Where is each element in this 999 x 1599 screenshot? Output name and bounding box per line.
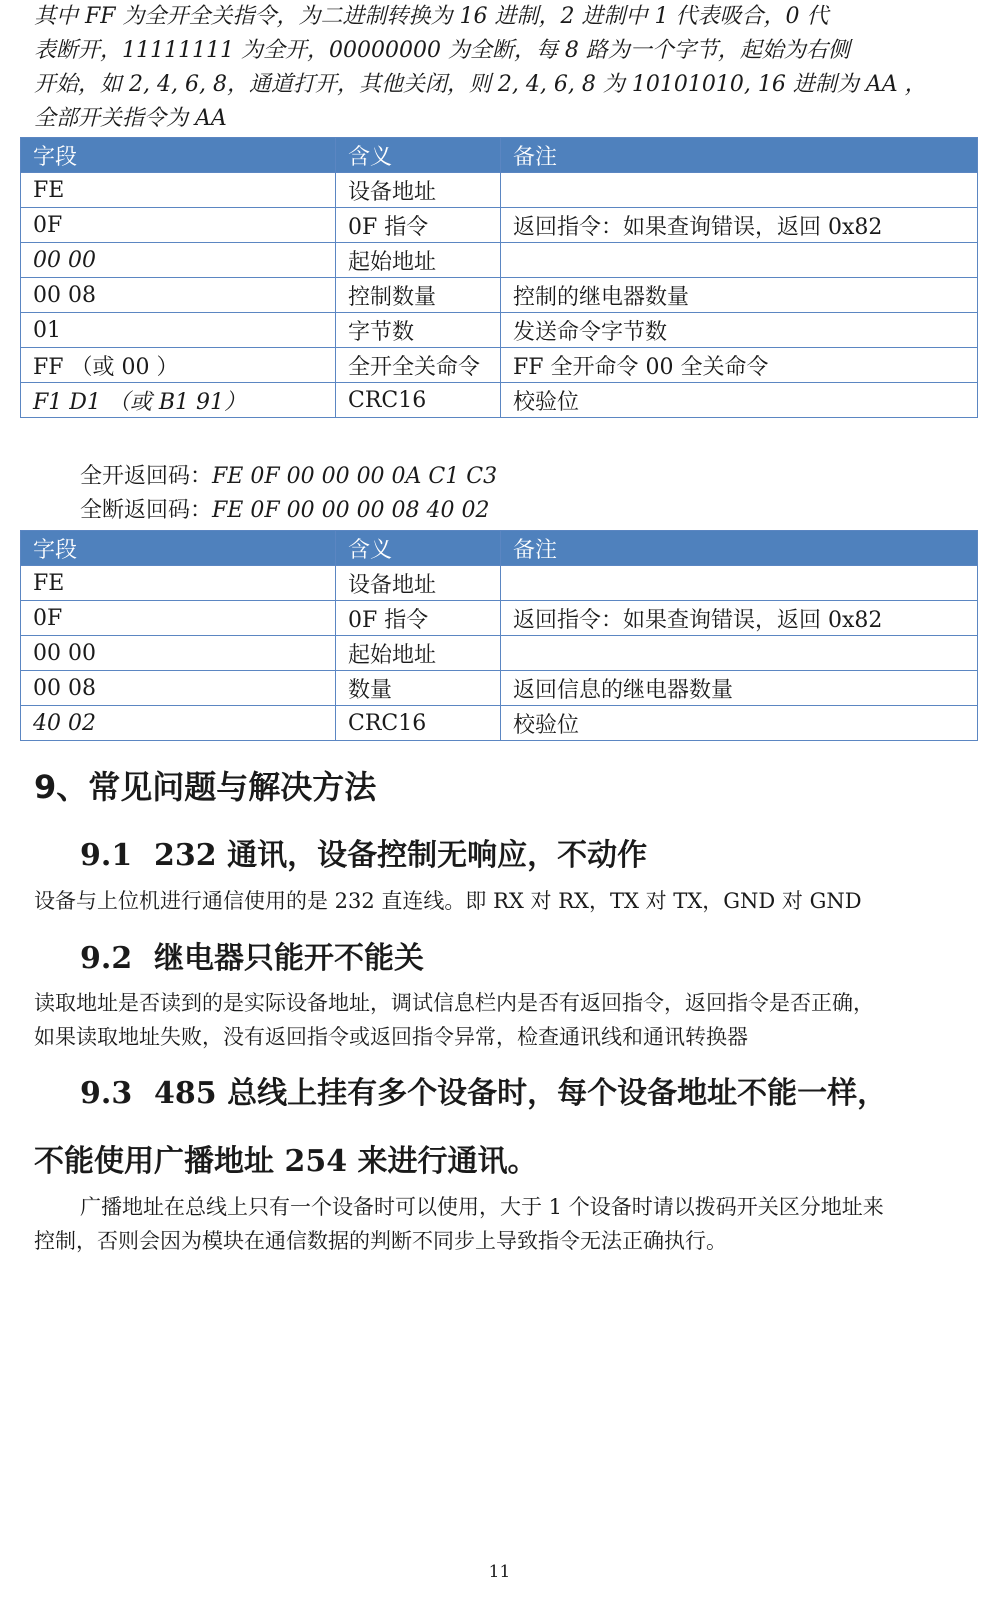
header-meaning: 含义: [336, 531, 501, 566]
cell-note: 返回指令：如果查询错误，返回 0x82: [501, 601, 978, 636]
cell-field: 00 00: [21, 636, 336, 671]
section-title: 232 通讯，设备控制无响应，不动作: [154, 838, 648, 873]
cell-meaning: CRC16: [336, 706, 501, 741]
table-row: [21, 208, 978, 243]
all-off-label: 全断返回码：: [80, 498, 213, 523]
cell-field: 00 00: [21, 243, 336, 278]
section-9-1-body: 设备与上位机进行通信使用的是 232 直连线。即 RX 对 RX，TX 对 TX，GND 对 GND: [34, 889, 862, 913]
cell-field: 40 02: [21, 706, 336, 741]
all-on-value: FE 0F 00 00 00 0A C1 C3: [212, 464, 498, 489]
section-title: 485 总线上挂有多个设备时，每个设备地址不能一样，: [154, 1076, 888, 1111]
intro-line: 表断开，11111111 为全开，00000000 为全断，每 8 路为一个字节，起始为右侧: [34, 38, 850, 63]
section-9-heading: 9、常见问题与解决方法: [34, 768, 377, 806]
table-row: [21, 706, 978, 741]
section-number: 9.2: [80, 941, 133, 976]
table-row: [21, 278, 978, 313]
cell-note: [501, 636, 978, 671]
body-line: 读取地址是否读到的是实际设备地址，调试信息栏内是否有返回指令，返回指令是否正确，: [34, 991, 874, 1015]
cell-meaning: CRC16: [336, 383, 501, 418]
header-field: 字段: [21, 531, 336, 566]
cell-field: FE: [21, 566, 336, 601]
section-number: 9.1: [80, 838, 133, 873]
cell-field: F1 D1 （或 B1 91）: [21, 383, 336, 418]
table-row: [21, 243, 978, 278]
all-off-value: FE 0F 00 00 00 08 40 02: [212, 498, 490, 523]
intro-line: 全部开关指令为 AA: [34, 106, 227, 131]
cell-note: [501, 243, 978, 278]
table-row: [21, 566, 978, 601]
cell-note: 校验位: [501, 706, 978, 741]
cell-meaning: 起始地址: [336, 243, 501, 278]
cell-field: 0F: [21, 601, 336, 636]
body-line: 控制，否则会因为模块在通信数据的判断不同步上导致指令无法正确执行。: [34, 1229, 727, 1253]
section-9-2-heading: [80, 933, 424, 977]
cell-note: 发送命令字节数: [501, 313, 978, 348]
cell-field: FF （或 00 ）: [21, 348, 336, 383]
cell-note: 校验位: [501, 383, 978, 418]
cell-note: 控制的继电器数量: [501, 278, 978, 313]
cell-field: FE: [21, 173, 336, 208]
command-table: [20, 137, 978, 418]
table-row: [21, 313, 978, 348]
all-on-label: 全开返回码：: [80, 464, 213, 489]
table-row: [21, 636, 978, 671]
cell-meaning: 数量: [336, 671, 501, 706]
table-row: [21, 671, 978, 706]
section-9-3-body: [34, 1190, 964, 1258]
section-9-2-body: [34, 986, 964, 1054]
header-note: 备注: [501, 138, 978, 173]
return-table: [20, 530, 978, 741]
cell-meaning: 字节数: [336, 313, 501, 348]
cell-meaning: 全开全关命令: [336, 348, 501, 383]
section-9-1-heading: [80, 830, 647, 874]
body-line: 广播地址在总线上只有一个设备时可以使用，大于 1 个设备时请以拨码开关区分地址来: [80, 1195, 884, 1219]
section-9-3-heading: [80, 1068, 887, 1112]
cell-meaning: 0F 指令: [336, 208, 501, 243]
cell-note: FF 全开命令 00 全关命令: [501, 348, 978, 383]
intro-paragraph: [34, 0, 964, 136]
table-row: [21, 383, 978, 418]
intro-line: 其中 FF 为全开全关指令，为二进制转换为 16 进制，2 进制中 1 代表吸合，0 代: [34, 4, 829, 29]
table-header-row: [21, 531, 978, 566]
cell-field: 0F: [21, 208, 336, 243]
cell-note: 返回指令：如果查询错误，返回 0x82: [501, 208, 978, 243]
intro-line: 开始，如 2, 4, 6, 8，通道打开，其他关闭，则 2, 4, 6, 8 为 10101010, 16 进制为 AA ，: [34, 72, 927, 97]
table-row: [21, 348, 978, 383]
section-title: 继电器只能开不能关: [154, 941, 424, 976]
table-header-row: [21, 138, 978, 173]
section-number: 9.3: [80, 1076, 133, 1111]
all-on-return-code: [80, 460, 497, 494]
table-row: [21, 173, 978, 208]
cell-meaning: 设备地址: [336, 566, 501, 601]
cell-note: 返回信息的继电器数量: [501, 671, 978, 706]
page-number: 11: [488, 1562, 511, 1582]
cell-meaning: 0F 指令: [336, 601, 501, 636]
cell-field: 01: [21, 313, 336, 348]
cell-meaning: 设备地址: [336, 173, 501, 208]
table-row: [21, 601, 978, 636]
cell-note: [501, 566, 978, 601]
all-off-return-code: [80, 494, 490, 528]
cell-meaning: 控制数量: [336, 278, 501, 313]
header-note: 备注: [501, 531, 978, 566]
header-field: 字段: [21, 138, 336, 173]
header-meaning: 含义: [336, 138, 501, 173]
cell-note: [501, 173, 978, 208]
cell-field: 00 08: [21, 278, 336, 313]
body-line: 如果读取地址失败，没有返回指令或返回指令异常，检查通讯线和通讯转换器: [34, 1025, 748, 1049]
cell-field: 00 08: [21, 671, 336, 706]
section-9-3-heading-continued: 不能使用广播地址 254 来进行通讯。: [34, 1144, 538, 1179]
cell-meaning: 起始地址: [336, 636, 501, 671]
